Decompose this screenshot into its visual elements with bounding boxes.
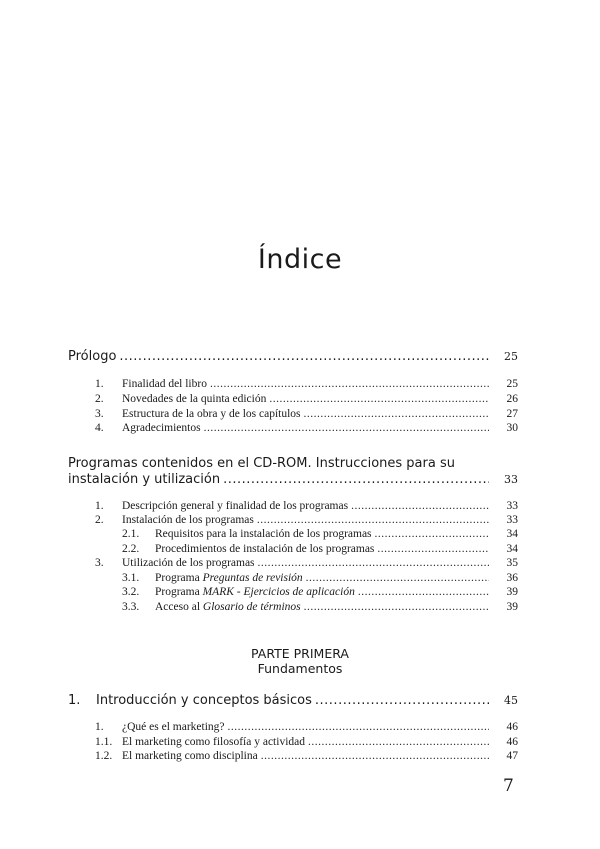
dot-leader — [308, 736, 489, 748]
toc-entry — [122, 543, 518, 555]
entry-text — [155, 601, 301, 613]
entry-page: 33 — [504, 473, 518, 486]
entry-heading: Prólogo — [68, 349, 117, 364]
entry-text: Agradecimientos — [122, 422, 201, 434]
toc-entry-prologo — [68, 349, 518, 364]
entry-page: 25 — [504, 350, 518, 363]
entry-text: Novedades de la quinta edición — [122, 393, 267, 405]
entry-page: 33 — [506, 514, 518, 526]
entry-page: 39 — [506, 601, 518, 613]
entry-page: 34 — [506, 543, 518, 555]
entry-number: 1.1. — [95, 736, 113, 748]
dot-leader — [377, 543, 489, 555]
dot-leader — [223, 472, 489, 487]
entry-text: Finalidad del libro — [122, 378, 207, 390]
entry-text-prefix: Programa — [155, 586, 203, 598]
entry-heading: instalación y utilización — [68, 472, 221, 487]
dot-leader — [306, 572, 489, 584]
entry-text-prefix: Acceso al — [155, 601, 203, 613]
entry-page: 27 — [506, 408, 518, 420]
entry-number: 1. — [95, 500, 104, 512]
entry-number: 2. — [95, 393, 104, 405]
entry-text: Descripción general y finalidad de los programas — [122, 500, 349, 512]
dot-leader — [304, 601, 489, 613]
dot-leader — [358, 586, 489, 598]
entry-number: 3.3. — [122, 601, 140, 613]
entry-text-italic: MARK - Ejercicios de aplicación — [202, 586, 355, 598]
dot-leader — [351, 500, 489, 512]
toc-entry-programas — [68, 472, 518, 487]
entry-page: 46 — [506, 721, 518, 733]
entry-text — [155, 586, 355, 598]
entry-page: 30 — [506, 422, 518, 434]
entry-page: 45 — [504, 694, 518, 707]
toc-entry — [122, 528, 518, 540]
entry-text: Utilización de los programas — [122, 557, 255, 569]
entry-text: ¿Qué es el marketing? — [122, 721, 225, 733]
part-name: Fundamentos — [257, 661, 343, 676]
entry-number: 1.2. — [95, 750, 113, 762]
dot-leader — [269, 393, 489, 405]
entry-page: 36 — [506, 572, 518, 584]
entry-heading: Introducción y conceptos básicos — [96, 693, 312, 708]
toc-entry — [122, 601, 518, 613]
entry-text: Estructura de la obra y de los capítulos — [122, 408, 301, 420]
toc-heading-programas-line1: Programas contenidos en el CD-ROM. Instrucciones para su — [68, 456, 455, 471]
toc-entry — [95, 393, 518, 405]
entry-page: 25 — [506, 378, 518, 390]
entry-text: Instalación de los programas — [122, 514, 254, 526]
entry-number: 2. — [95, 514, 104, 526]
toc-entry — [95, 736, 518, 748]
entry-number: 3. — [95, 557, 104, 569]
entry-text: Procedimientos de instalación de los programas — [155, 543, 375, 555]
entry-text: Requisitos para la instalación de los programas — [155, 528, 372, 540]
dot-leader — [258, 557, 489, 569]
dot-leader — [261, 750, 489, 762]
dot-leader — [204, 422, 489, 434]
toc-entry — [95, 422, 518, 434]
part-label: PARTE PRIMERA — [251, 646, 349, 661]
entry-page: 46 — [506, 736, 518, 748]
entry-page: 34 — [506, 528, 518, 540]
entry-page: 47 — [506, 750, 518, 762]
toc-entry — [95, 500, 518, 512]
entry-text — [155, 572, 303, 584]
page-number: 7 — [503, 776, 514, 796]
entry-text: El marketing como filosofía y actividad — [122, 736, 305, 748]
entry-text: El marketing como disciplina — [122, 750, 258, 762]
entry-number: 4. — [95, 422, 104, 434]
chapter-number: 1. — [68, 693, 81, 708]
toc-entry — [95, 514, 518, 526]
entry-number: 1. — [95, 721, 104, 733]
dot-leader — [119, 349, 489, 364]
page-title: Índice — [257, 244, 343, 275]
entry-page: 33 — [506, 500, 518, 512]
entry-number: 3.2. — [122, 586, 140, 598]
entry-text-prefix: Programa — [155, 572, 203, 584]
dot-leader — [375, 528, 489, 540]
dot-leader — [257, 514, 489, 526]
toc-entry — [122, 572, 518, 584]
dot-leader — [315, 693, 489, 708]
toc-entry — [95, 557, 518, 569]
dot-leader — [210, 378, 489, 390]
entry-number: 3.1. — [122, 572, 140, 584]
toc-entry — [95, 750, 518, 762]
entry-number: 1. — [95, 378, 104, 390]
dot-leader — [228, 721, 490, 733]
dot-leader — [304, 408, 489, 420]
entry-text-italic: Preguntas de revisión — [202, 572, 303, 584]
entry-number: 3. — [95, 408, 104, 420]
entry-number: 2.2. — [122, 543, 140, 555]
entry-text-italic: Glosario de términos — [202, 601, 301, 613]
entry-page: 39 — [506, 586, 518, 598]
toc-entry — [95, 408, 518, 420]
toc-entry — [95, 378, 518, 390]
entry-page: 35 — [506, 557, 518, 569]
toc-entry — [95, 721, 518, 733]
entry-page: 26 — [506, 393, 518, 405]
toc-entry-chapter-1 — [68, 693, 518, 708]
toc-entry — [122, 586, 518, 598]
entry-number: 2.1. — [122, 528, 140, 540]
